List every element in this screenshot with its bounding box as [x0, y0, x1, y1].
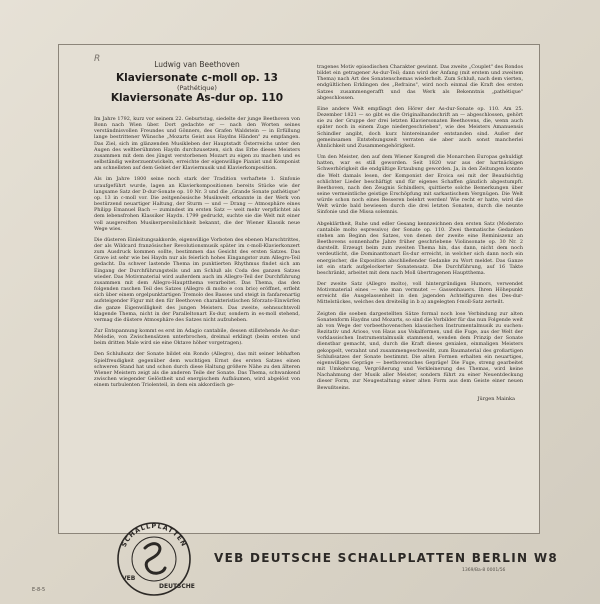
paragraph: Den Schlußsatz der Sonate bildet ein Rondo (Allegro), das mit seiner lebhaften Spielfreudigkeit gegenüber dem wuchtigen Ernst des ersten Satzes einen schweren Stand hat und schon durch diese Haltung größere Nähe zu den älteren Wiener Meistern zeigt als die anderen Teile der Sonate. Das Thema, schwankend zwischen wiegender Gelöstheit und energischem Aufbäumen, wird abgelöst von einem turbulenten Triolenteil, in dem ein akkordisch ge- — [94, 351, 300, 389]
work-title-1: Klaviersonate c-moll op. 13 — [116, 72, 278, 84]
paragraph: Die düsteren Einleitungsakkorde, eigenwillige Vorboten des ebenen Marschtrittes, der als Wildcard französischer Revolutionsmusik später im c-moll-Klavierkonzert zum Ausdruck kommen sollte, bestimmen das Gesicht des ersten Satzes. Das Grave ist sehr wie bei Haydn nur als feierlich hohes Eingangstor zum Allegro-Teil gedacht. Da schwer lastende Thema im punktierten Rhythmus findet sich am Eingang der Durchführungsteils und am Schluß als Coda des ganzen Satzes wieder. Das Motivmaterial wird außerdem auch im Allegro-Teil der Durchführung zusammen mit dem Allegro-Hauptthema verarbeitet. Das Thema, das den folgenden raschen Teil des Satzes (Allegro di molto e con brio) eröffnet, erfleht sich über einem orgelpunktartigen Tremolo des Basses und steigt in fanfarenartig aufsteigender Figur mit den für Beethoven charakteristischen Sforzato-Einwürfen die ganze Eigenwilligkeit des jungen Meisters. Das zweite, sehnsuchtsvoll klagende Thema, nicht in der Paralleltonart Es-dur, sondern in es-moll stehend, vermag die düstere Atmosphäre des Satzes nicht aufzuheben. — [94, 236, 300, 323]
title-block — [94, 60, 300, 104]
work-subtitle: (Pathétique) — [177, 84, 217, 92]
author-signature: Jürgen Mainka — [477, 395, 515, 402]
paragraph: Als im Jahre 1800 seine noch stark der Tradition verhaftete 1. Sinfonie uraufgeführt wurde, lagen an Klavierkompositionen bereits Stücke wie der langsame Satz der D-dur-Sonate op. 10 Nr. 3 und die „Grande Sonate pathétique" op. 13 in c-moll vor. Die zeitgenössische Musikwelt erkannte in der Werk von bestürzend neuartiger Haltung, der Sturm — und — Drang — Atmosphäre eines Philipp Emanuel Bach — zumindest im ersten Satz — weit mehr verpflichtet als dem lebensfrohen Klassiker Haydn. 1799 gedruckt, suchte sie die Welt mit einer voll ausgereiften Musikerpersönlichkeit bekannt, die der Wiener Klassik neue Wege wies. — [94, 176, 300, 232]
label-logo — [113, 518, 195, 600]
handwritten-note: R — [94, 54, 101, 64]
paragraph: Zur Entspannung kommt es erst im Adagio cantabile, dessen stillstehende As-dur-Melodie, von Zwischensätzen unterbrochen, dreimal erklingt (beim ersten und beim dritten Male wird sie eine Oktave höher vorgetragen). — [94, 328, 300, 347]
left-column — [94, 60, 300, 393]
paragraph: Der zweite Satz (Allegro molto), voll hintergründigen Humors, verwendet Motivmaterial eines — wie man vermutet — Gassenhauers. Ihren Höhepunkt erreicht die Ausgelassenheit in den jagenden Achtelfiguren des Des-dur-Mittelstückes, welches den dreiteilig in b a) angelegten f-moll-Satz zerteilt. — [317, 281, 523, 306]
composer-name: Ludwig van Beethoven — [154, 60, 240, 69]
paragraph: Eine andere Welt empfängt den Hörer der As-dur-Sonate op. 110. Am 25. Dezember 1821 — so gibt es die Originalhandschrift an — abgeschlossen, gehört sie zu der Gruppe der drei letzten Klaviersonaten Beethovens, die, wenn auch später noch in einem Zuge niedergeschrieben", wie des Meisters Amanuensis Schindler angibt, doch kurz hintereinander entstanden sind. Außer der gemeinsamen Entstehungszeit verraten sie aber auch sonst mancherlei Ähnlichkeit und Zusammengehörigkeit. — [317, 105, 523, 149]
right-column — [317, 64, 523, 402]
paragraph: Abgeklärtheit, Ruhe und edler Gesang kennzeichnen den ersten Satz (Moderato cantabile molto espressivo) der Sonate op. 110. Zwei thematische Gedanken stehen am Beginn des Satzes, von denen der zweite eine Reminiszenz an Beethovens sonnenhafte Jahre früher geschriebene Violinsonate op. 30 Nr. 2 darstellt. Erzeugt beim zum zweiten Thema hin, das dann, nicht dem noch verdeutlicht, die Dominanttonart Es-dur erreicht, in welcher sich dann noch ein energischer, die Exposition abschließender Gedanke zu Wort meldet. Das Ganze ist ein stark aufgelockerter Sonatensatz. Die Durchführung, auf 16 Takte beschränkt, arbeitet mit dem nach Moll übertragenen Hauptthema. — [317, 220, 523, 276]
paragraph: Im Jahre 1792, kurz vor seinem 22. Geburtstag, siedelte der junge Beethoven von Bonn nach Wien über. Dort gedachte er — nach den Worten seines verständnisvollen Freundes und Gönners, des Grafen Waldstein — in Erfüllung lange bestrittener Wünsche „Mozarts Geist aus Haydns Händen" zu empfangen. Das Ziel, sich im glänzenden Musikleben der Hauptstadt Österreichs unter den Augen des weltberühmten Haydn durchzusetzen, sich das Erbe dieses Meisters zusammen mit dem des jüngst verstorbenen Mozart zu eigen zu machen und es selbständig weiterzuentwickeln, erreichte der eigenwillige Pianist und Komponist am schnellsten auf dem Gebiet der Klaviermusik und Klavierkomposition. — [94, 116, 300, 172]
logo-right-text: DEUTSCHE — [159, 583, 195, 590]
paragraph: Um den Meister, den auf dem Wiener Kongreß die Monarchen Europas gehuldigt hatten, war es still geworden. Seit 1820 war aus der hartnäckigen Schwerhörigkeit die endgültige Ertaubung geworden. Ja, in den Zeitungen konnte die Welt damals lesen, der Komponist der Eroica sei mit der Beaufsichtig schlichter Lieder beschäftigt und für eigenes Schaffen gänzlich abgestumpft. Beethoven, nach den Zeugnis Schindlers, quittierte solche Bemerkungen über seine vermeintliche geistige Erschöpfung mit sarkastischem Vergnügen. Die Welt würde schon noch eines Besseren belehrt werden! Wie recht er hatte, wird die Welt würde bald bewiesen durch die drei letzten Sonaten, durch die neunte Sinfonie und die Missa solemnis. — [317, 154, 523, 216]
publisher-label: VEB DEUTSCHE SCHALLPLATTEN BERLIN W8 — [214, 551, 558, 565]
paragraph: Zeigten die soeben dargestellten Sätze formal noch lose Verbindung zur alten Sonatenform Haydns und Mozarts, so sind die Vorbilder für das nun Folgende weit ab von Wege der vorbeethovenschen klassischen Instrumentalmusik zu suchen: Rezitativ und Arioso, von Haus aus Vokalformen, und die Fuge, aus der Welt der vorklassischen Instrumentalmusik stammend, wenden dem Prinzip der Sonate dienstbar gemacht, und, durch die Kraft dieses genialen, einmaligen Meisters gekoppelt, verzahnt und zusammengeschweißt, zum Baumaterial des großartigen Schlußsatzes der Sonate bestimmt. Die alten Formen erhalten ein neuartiges, eigenwilliges Gepräge — beethovensches Gepräge! Die Fuge, streng gearbeitet mit Umkehrung, Vergrößerung und Verkleinerung des Themas, wird keine Nachahmung der Musik aller Meister, sondern führt zu einer Neuentdeckung dieser Form, zur Neugestaltung einer alten Form aus dem Geiste einer neuen Bewußtseins. — [317, 310, 523, 391]
print-code: E-8-5 — [32, 587, 46, 593]
paragraph: tragenes Motiv episodischen Charakter gewinnt. Das zweite „Couplet" des Rondos bildet ein getragener As-dur-Teil; dann wird der Anfang (mit erstem und zweitem Thema) nach Art des Sonatenschemas wiederholt. Zum Schluß, nach dem vierten, endgültlichen Erklingen des „Refrains", wird noch einmal die Kraft des ersten Satzes zusammengerafft und das Werk als Bekenntnis „pathétique" abgeschlossen. — [317, 64, 523, 101]
logo-left-text: VEB — [122, 575, 136, 582]
work-title-2: Klaviersonate As-dur op. 110 — [110, 92, 284, 104]
logo-arc-text: SCHALLPLATTEN — [119, 521, 189, 549]
catalog-number: 1369/Ba-8 0001/56 — [462, 568, 506, 573]
